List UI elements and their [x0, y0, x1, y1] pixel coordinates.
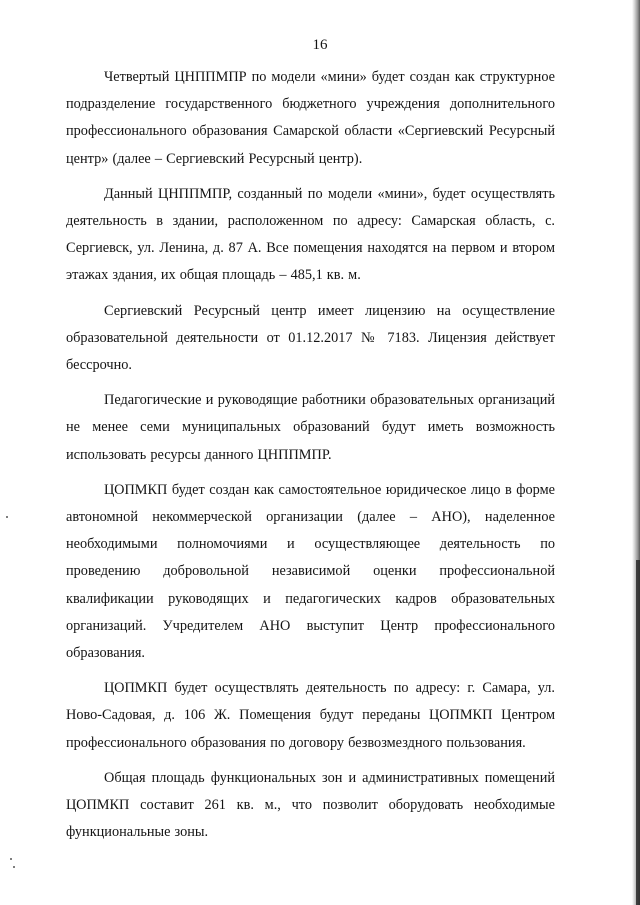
scan-speck — [10, 858, 12, 860]
body-text — [66, 64, 555, 854]
page-number: 16 — [312, 37, 328, 53]
paragraph-2: Данный ЦНППМПР, созданный по модели «мини», будет осуществлять деятельность в здании, расположенном по адресу: Самарская область, с. Сергиевск, ул. Ленина, д. 87 А. Все помещения находятся на первом и втором этажах здания, их общая площадь – 485,1 кв. м. — [66, 185, 555, 284]
scan-edge-dark — [636, 560, 640, 905]
paragraph-3: Сергиевский Ресурсный центр имеет лицензию на осуществление образовательной деятельности от 01.12.2017 № 7183. Лицензия действует бессрочно. — [66, 302, 555, 374]
scan-speck — [13, 866, 15, 868]
paragraph-5: ЦОПМКП будет создан как самостоятельное юридическое лицо в форме автономной некоммерческой организации (далее – АНО), наделенное необходимыми полномочиями и осуществляющее деятельность по проведению добровольной независимой оценки профессиональной квалификации руководящих и педагогических кадров образовательных организаций. Учредителем АНО выступит Центр профессионального образования. — [66, 481, 555, 662]
paragraph-6: ЦОПМКП будет осуществлять деятельность по адресу: г. Самара, ул. Ново-Садовая, д. 106 Ж. Помещения будут переданы ЦОПМКП Центром профессионального образования по договору безвозмездного пользования. — [66, 680, 555, 751]
paragraph-4: Педагогические и руководящие работники образовательных организаций не менее семи муниципальных образований будут иметь возможность использовать ресурсы данного ЦНППМПР. — [66, 392, 555, 463]
paragraph-7: Общая площадь функциональных зон и административных помещений ЦОПМКП составит 261 кв. м., что позволит оборудовать необходимые функциональные зоны. — [66, 769, 555, 841]
scan-speck — [6, 516, 8, 518]
paragraph-1: Четвертый ЦНППМПР по модели «мини» будет создан как структурное подразделение государственного бюджетного учреждения дополнительного профессионального образования Самарской области «Сергиевский Ресурсный центр» (далее – Сергиевский Ресурсный центр). — [66, 69, 555, 167]
